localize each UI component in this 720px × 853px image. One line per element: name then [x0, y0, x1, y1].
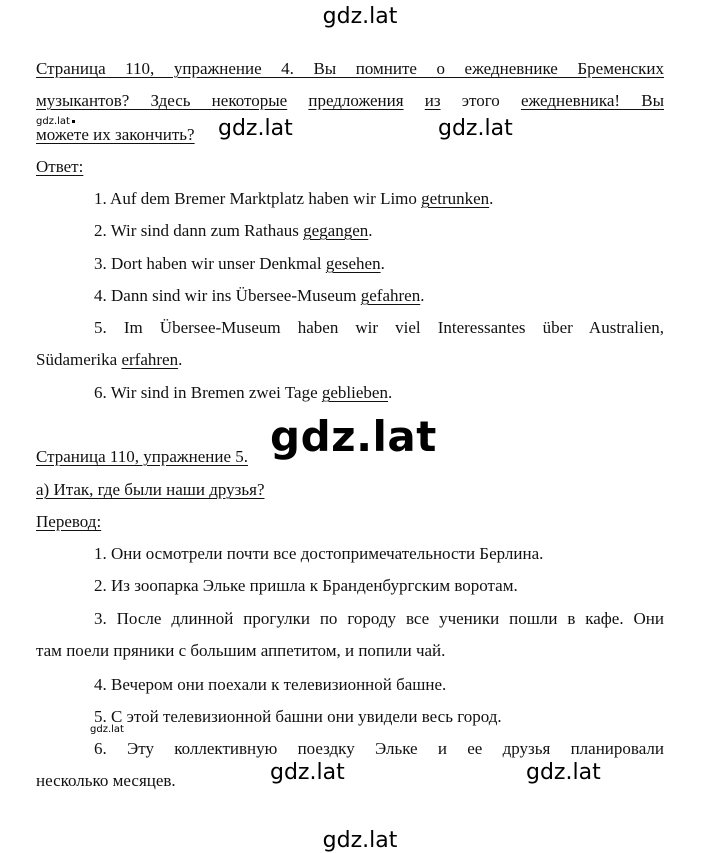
translation-item-1: 1. Они осмотрели почти все достопримечательности Берлина.: [94, 544, 544, 563]
watermark-mid-left: gdz.lat: [218, 116, 293, 141]
watermark-mid-right: gdz.lat: [438, 116, 513, 141]
translation-item-3: 3. После длинной прогулки по городу все ученики пошли в кафе. Они: [94, 609, 664, 628]
exercise4-header-line1: Страница 110, упражнение 4. Вы помните о ежедневнике Бременских: [36, 59, 664, 78]
answer-item-6: 6. Wir sind in Bremen zwei Tage geblieben.: [94, 383, 393, 402]
watermark-bottom: gdz.lat: [322, 828, 398, 853]
exercise5-header: Страница 110, упражнение 5.: [36, 447, 249, 466]
watermark-top: gdz.lat: [322, 4, 398, 29]
watermark-big: gdz.lat: [270, 412, 437, 461]
answer-label: Ответ:: [36, 157, 84, 176]
watermark-bottom-right: gdz.lat: [526, 760, 601, 785]
answer-item-4: 4. Dann sind wir ins Übersee-Museum gefahren.: [94, 286, 425, 305]
watermark-bottom-left: gdz.lat: [270, 760, 345, 785]
translation-item-4: 4. Вечером они поехали к телевизионной башне.: [94, 675, 447, 694]
answer-item-1: 1. Auf dem Bremer Marktplatz haben wir Limo getrunken.: [94, 189, 494, 208]
translation-item-6-cont: несколько месяцев.: [36, 771, 176, 790]
translation-item-5: 5. С этой телевизионной башни они увидели весь город.: [94, 707, 502, 726]
translation-item-6: 6. Эту коллективную поездку Эльке и ее друзья планировали: [94, 739, 664, 758]
answer-item-5: 5. Im Übersee-Museum haben wir viel Interessantes über Australien,: [94, 318, 664, 337]
answer-item-5-cont: Südamerika erfahren.: [36, 350, 183, 369]
answer-item-3: 3. Dort haben wir unser Denkmal gesehen.: [94, 254, 385, 273]
exercise5-subheader: а) Итак, где были наши друзья?: [36, 480, 265, 499]
watermark-small-2: gdz.lat: [90, 724, 124, 735]
translation-item-3-cont: там поели пряники с большим аппетитом, и попили чай.: [36, 641, 446, 660]
watermark-small-1: gdz.lat: [36, 116, 75, 127]
exercise4-header-line3: можете их закончить?: [36, 125, 195, 144]
translation-item-2: 2. Из зоопарка Эльке пришла к Бранденбургским воротам.: [94, 576, 518, 595]
exercise4-header-line2: музыкантов? Здесь некоторые предложения из этого ежедневника! Вы: [36, 91, 664, 110]
answer-item-2: 2. Wir sind dann zum Rathaus gegangen.: [94, 221, 373, 240]
translation-label: Перевод:: [36, 512, 102, 531]
